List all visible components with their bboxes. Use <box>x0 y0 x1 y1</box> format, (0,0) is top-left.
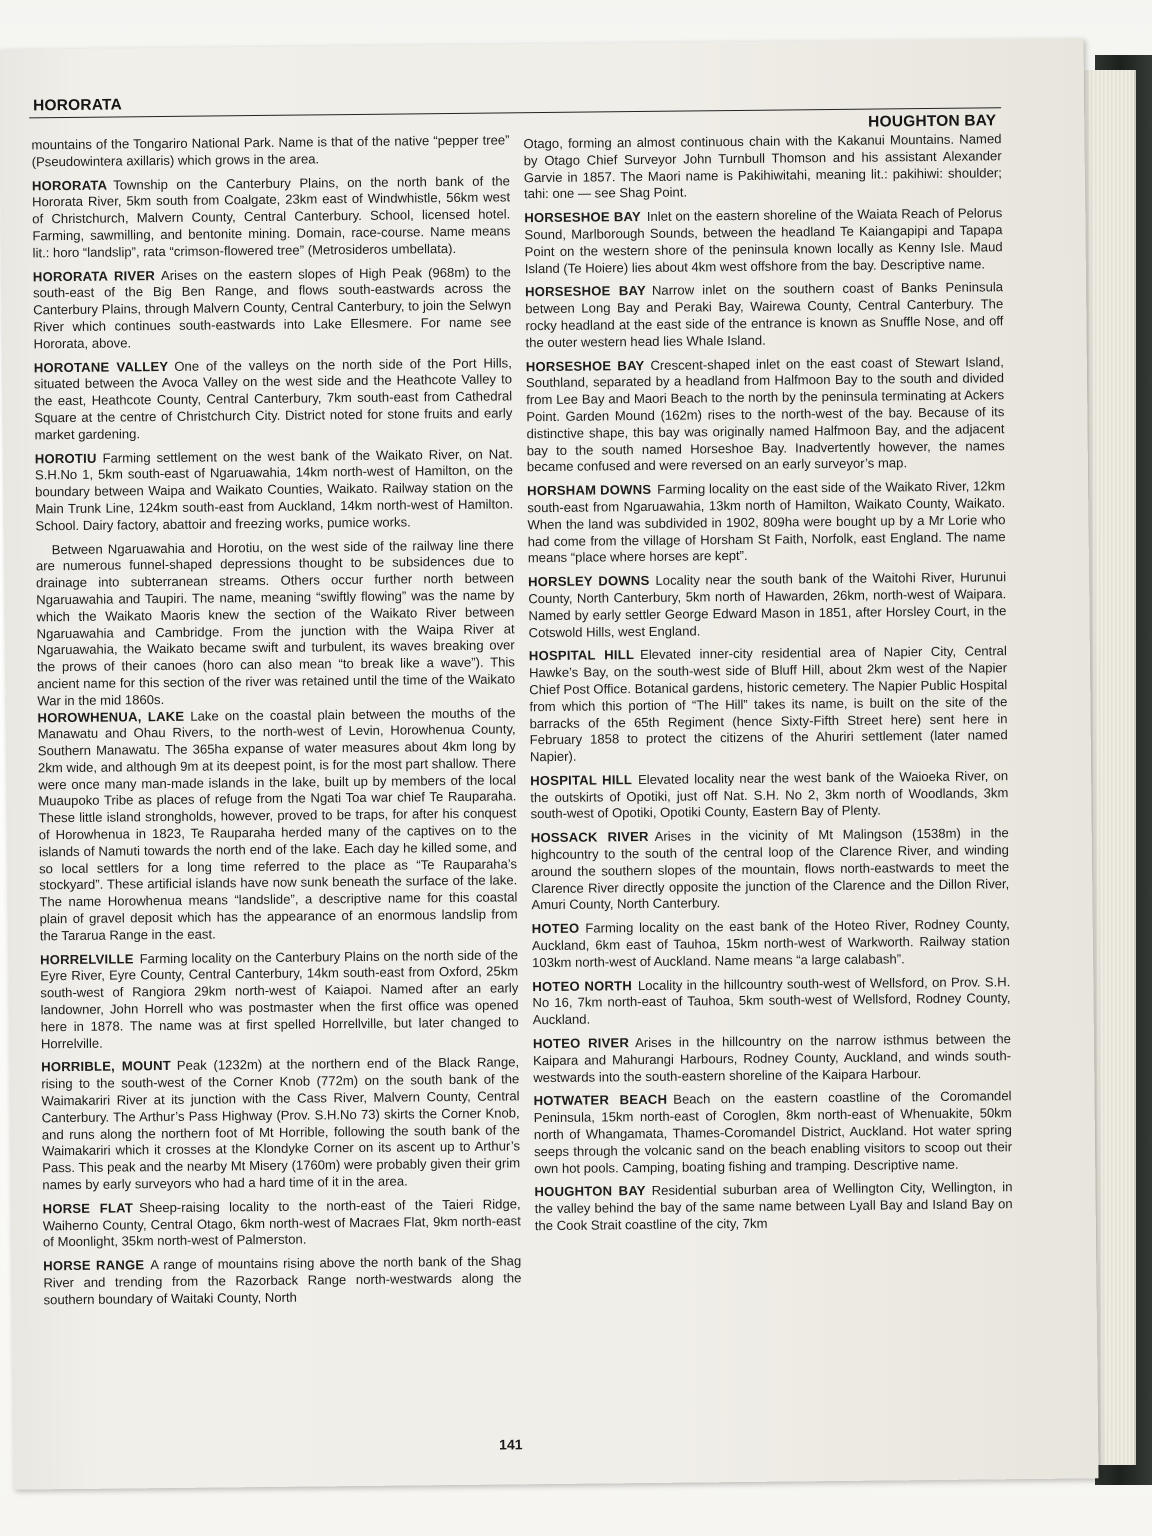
gazetteer-entry <box>43 1254 522 1309</box>
entry-text: Lake on the coastal plain between the mouths of the Manawatu and Ohau Rivers, to the north-west of Levin, Horowhenua County, Southern Manawatu. The 365ha expanse of water measures about 4km long by 2km wide, and although 9m at its deepest point, is for the most part shallow. There were once many man-made islands in the lake, built up by members of the local Muaupoko Tribe as places of refuge from the Ngati Toa war chief Te Rauparaha. These little island strongholds, however, proved to be traps, for after his conquest of Horowhenua in 1823, Te Rauparaha herded many of the captives on to the islands of Namuti towards the north end of the lake. Each day he killed some, and so local settlers for a long time referred to the place as “Te Rauparaha’s stockyard”. These artificial islands have now sunk beneath the surface of the lake. The name Horowhenua means “landslide”, a descriptive name for this coastal plain of gravel deposit which has the appearance of an enormous landslip from the Tararua Range in the east. <box>37 704 518 944</box>
entry-headword: HORSHAM DOWNS <box>527 482 652 499</box>
entry-headword: HOTWATER BEACH <box>533 1092 668 1109</box>
entry-headword: HOTEO <box>531 920 580 937</box>
column-continuation: Otago, forming an almost continuous chain with the Kakanui Mountains. Named by Otago Chief Surveyor John Turnbull Thomson and his assistant Alexander Garvie in 1857. The Maori name is Pakihiwitahi, meaning lit.: pakihiwi: shoulder; tahi: one — see Shag Point. <box>523 131 1002 202</box>
gazetteer-entry <box>526 354 1005 477</box>
entry-headword: HORSESHOE BAY <box>524 283 646 300</box>
gazetteer-entry <box>43 1196 522 1251</box>
gazetteer-entry <box>530 768 1009 823</box>
entry-text: Peak (1232m) at the northern end of the Black Range, rising to the south-west of the Corner Knob (772m) on the south bank of the Waimakariri River at its junction with the Cass River, Malvern County, Central Canterbury. The Arthur’s Pass Highway (Prov. S.H.No 73) skirts the Corner Knob, and runs along the northern foot of Mt Horrible, following the south bank of the Waimakariri which it crosses at the Klondyke Corner on its ascent up to Arthur’s Pass. This peak and the nearby Mt Misery (1760m) were probably given their grim names by early surveyors who had a hard time of it in the area. <box>41 1054 521 1193</box>
entry-headword: HORSESHOE BAY <box>524 209 641 226</box>
entry-headword: HOUGHTON BAY <box>534 1183 646 1200</box>
entry-continuation: Between Ngaruawahia and Horotiu, on the west side of the railway line there are numerous funnel-shaped depressions thought to be subsidences due to drainage into subterranean streams. Others occur further north between Ngaruawahia and Taupiri. The name, meaning “swiftly flowing” was the name by which the Waikato Maoris knew the section of the Waikato River between Ngaruawahia and Cambridge. From the junction with the Waipa River at Ngaruawahia, the Waikato became swift and turbulent, its waves breaking over the prows of their canoes (horo can also mean “to break like a wave”). This ancient name for this section of the river was retained until the time of the Waikato War in the mid 1860s. <box>35 536 516 709</box>
entry-headword: HORRIBLE, MOUNT <box>41 1058 171 1075</box>
gazetteer-entry <box>37 705 517 945</box>
left-column <box>31 132 521 1316</box>
entry-headword: HORSESHOE BAY <box>525 357 645 374</box>
gazetteer-entry <box>528 569 1007 641</box>
entry-text: Crescent-shaped inlet on the east coast of Stewart Island, Southland, separated by a headland from Halfmoon Bay to the south and divided from Lee Bay and Maori Beach to the north by the peninsula terminating at Ackers Point. Garden Mound (162m) rises to the north-west of the bay. Because of its distinctive shape, this bay was originally named Halfmoon Bay, and the adjacent bay to the south named Horseshoe Bay. Inadvertently however, the names became confused and were reversed on an early surveyor’s map. <box>525 353 1005 475</box>
entry-text: A range of mountains rising above the north bank of the Shag River and trending from the Razorback Range north-westwards along the southern boundary of Waitaki County, North <box>43 1253 522 1308</box>
entry-headword: HOTEO RIVER <box>532 1035 630 1052</box>
entry-headword: HORORATA <box>31 177 108 193</box>
entry-text: Arises on the eastern slopes of High Peak (968m) to the south-east of the Big Ben Range, and flows south-eastwards across the Canterbury Plains, through Malvern County, Central Canterbury, to join the Selwyn River which continues south-eastwards into Lake Ellesmere. For name see Hororata, above. <box>32 263 512 352</box>
entry-text: Locality near the south bank of the Waitohi River, Hurunui County, North Canterbury, 5km north of Hawarden, 26km, north-west of Waipara. Named by early settler George Edward Mason in 1851, after Horsley Court, in the Cotswold Hills, west England. <box>528 569 1007 640</box>
right-column <box>523 131 1013 1242</box>
gazetteer-entry <box>524 205 1003 277</box>
entry-headword: HORRELVILLE <box>39 951 134 967</box>
entry-headword: HOROTANE VALLEY <box>33 358 169 375</box>
entry-text: Township on the Canterbury Plains, on the north bank of the Hororata River, 5km south from Coalgate, 23km east of Windwhistle, 56km west of Christchurch, Malvern County, Central Canterbury. School, licensed hotel. Farming, sawmilling, and bentonite mining. Domain, race-course. Name means lit.: horo “landslip”, rata “crimson-flowered tree” (Metrosideros umbellata). <box>32 172 511 261</box>
gazetteer-entry <box>527 478 1006 567</box>
entry-text: Inlet on the eastern shoreline of the Waiata Reach of Pelorus Sound, Marlborough Sounds, between the headland Te Kaiangapipi and Tapapa Point on the western shore of the peninsula known locally as Kenny Isle. Maud Island (Te Hoiere) lies about 4km west offshore from the bay. Descriptive name. <box>524 205 1003 276</box>
page-number: 141 <box>499 1436 523 1453</box>
entry-headword: HORSE RANGE <box>43 1257 145 1274</box>
entry-text: Locality in the hillcountry south-west of Wellsford, on Prov. S.H. No 16, 7km north-east of Tauhoa, 5km south-west of Wellsford, Rodney County, Auckland. <box>532 973 1011 1028</box>
entry-headword: HORSE FLAT <box>42 1200 134 1217</box>
entry-text: Beach on the eastern coastline of the Coromandel Peninsula, 15km north-east of Coroglen, 8km north-east of Whenuakite, 50km north of Whangamata, Thames-Coromandel District, Auckland. Hot water spring seeps through the volcanic sand on the beach enabling visitors to scoop out their own hot pools. Camping, boating fishing and tramping. Descriptive name. <box>533 1088 1013 1176</box>
running-head-left: HORORATA <box>32 96 123 115</box>
running-head-right: HOUGHTON BAY <box>868 112 997 131</box>
gazetteer-entry <box>35 446 514 535</box>
entry-text: Arises in the vicinity of Mt Malingson (1538m) in the highcountry to the south of the central loop of the Clarence River, and winding around the southern slopes of the mountain, flows north-eastwards to meet the Clarence River directly opposite the junction of the Clarence and the Dillon River, Amuri County, North Canterbury. <box>530 825 1010 913</box>
gazetteer-entry <box>525 280 1004 352</box>
entry-text: Elevated inner-city residential area of Napier City, Central Hawke’s Bay, on the south-west side of Bluff Hill, about 2km west of the Napier Chief Post Office. Botanical gardens, historic cemetery. The Napier Public Hospital from which this portion of “The Hill” takes its name, is built on the site of the barracks of the 65th Regiment (hence Sixty-Fifth Street here) sent here in February 1858 to protect the citizens of the Ahuriri settlement (later named Napier). <box>528 643 1008 765</box>
entry-text: Narrow inlet on the southern coast of Banks Peninsula between Long Bay and Peraki Bay, Wairewa County, Central Canterbury. The rocky headland at the east side of the entrance is known as Snuffle Nose, and off the outer western head lies Whale Island. <box>525 279 1004 350</box>
entry-text: Arises in the hillcountry on the narrow isthmus between the Kaipara and Mahurangi Harbours, Rodney County, Auckland, and winds south-westwards into the south-eastern shoreline of the Kaipara Harbour. <box>533 1031 1012 1085</box>
entry-text: Farming locality on the east side of the Waikato River, 12km south-east from Ngaruawahia, 13km north of Hamilton, Waikato County, Waikato. When the land was subdivided in 1902, 809ha were bought up by a Mr Lorie who had come from the village of Horsham St Faith, Norfolk, east England. The name means “place where horses are kept”. <box>527 478 1006 566</box>
gazetteer-entry <box>533 1089 1012 1178</box>
gazetteer-entry <box>532 974 1011 1029</box>
gazetteer-entry <box>40 947 519 1053</box>
entry-text: One of the valleys on the north side of the Port Hills, situated between the Avoca Valley on the west side and the Heathcote Valley to the east, Heathcote County, Central Canterbury, 7km south-east from Cathedral Square at the centre of Christchurch City. District noted for stone fruits and early market gardening. <box>33 354 513 443</box>
book-page <box>0 38 1099 1489</box>
entry-headword: HORSLEY DOWNS <box>528 573 650 590</box>
entry-headword: HOROTIU <box>34 450 97 466</box>
entry-text: Farming locality on the Canterbury Plains on the north side of the Eyre River, Eyre County, Central Canterbury, 14km south-east from Oxford, 25km south-west of Rangiora 29km north-west of Kaiapoi. Named after an early landowner, John Horrell who was postmaster when the first office was opened here in 1878. The name was at first spelled Horrellville, but later changed to Horrelville. <box>40 946 519 1051</box>
gazetteer-entry <box>531 825 1010 914</box>
entry-list <box>32 173 522 1309</box>
entry-text: Sheep-raising locality to the north-east of the Taieri Ridge, Waiherno County, Central Otago, 6km north-west of Macraes Flat, 9km north-east of Moonlight, 35km north-west of Palmerston. <box>42 1196 521 1250</box>
gazetteer-entry <box>533 1031 1012 1086</box>
header-rule <box>29 107 1001 118</box>
gazetteer-entry <box>41 1055 520 1194</box>
gazetteer-entry <box>34 355 513 444</box>
gazetteer-entry <box>33 264 512 353</box>
gazetteer-entry <box>532 916 1011 971</box>
entry-list <box>524 205 1013 1235</box>
entry-headword: HOSSACK RIVER <box>530 829 649 846</box>
entry-text: Residential suburban area of Wellington City, Wellington, in the valley behind the bay of the same name between Lyall Bay and Island Bay on the Cook Strait coastline of the city, 7km <box>534 1179 1013 1234</box>
entry-text: Farming locality on the east bank of the Hoteo River, Rodney County, Auckland, 6km east of Tauhoa, 15km north-west of Warkworth. Railway station 103km north-west of Auckland. Name means “a large calabash”. <box>531 916 1010 971</box>
entry-headword: HOROWHENUA, LAKE <box>37 708 185 725</box>
entry-headword: HOTEO NORTH <box>532 977 633 994</box>
gazetteer-entry <box>32 173 511 262</box>
entry-headword: HOSPITAL HILL <box>530 772 633 789</box>
entry-headword: HORORATA RIVER <box>32 267 156 284</box>
entry-headword: HOSPITAL HILL <box>528 647 635 664</box>
entry-text: Elevated locality near the west bank of the Waioeka River, on the outskirts of Opotiki, just off Nat. S.H. No 2, 3km north of Woodlands, 3km south-west of Opotiki, Opotiki County, Eastern Bay of Plenty. <box>530 768 1009 822</box>
column-continuation: mountains of the Tongariro National Park. Name is that of the native “pepper tree” (Pseudowintera axillaris) which grows in the area. <box>31 132 510 170</box>
gazetteer-entry <box>534 1180 1013 1235</box>
entry-text: Farming settlement on the west bank of the Waikato River, on Nat. S.H.No 1, 5km south-east of Ngaruawahia, 14km north-west of Hamilton, on the boundary between Waipa and Waikato Counties, Waikato. Railway station on the Main Trunk Line, 124km south-east from Auckland, 14km north-west of Hamilton. School. Dairy factory, abattoir and freezing works, pumice works. <box>34 445 514 534</box>
gazetteer-entry <box>529 644 1008 767</box>
